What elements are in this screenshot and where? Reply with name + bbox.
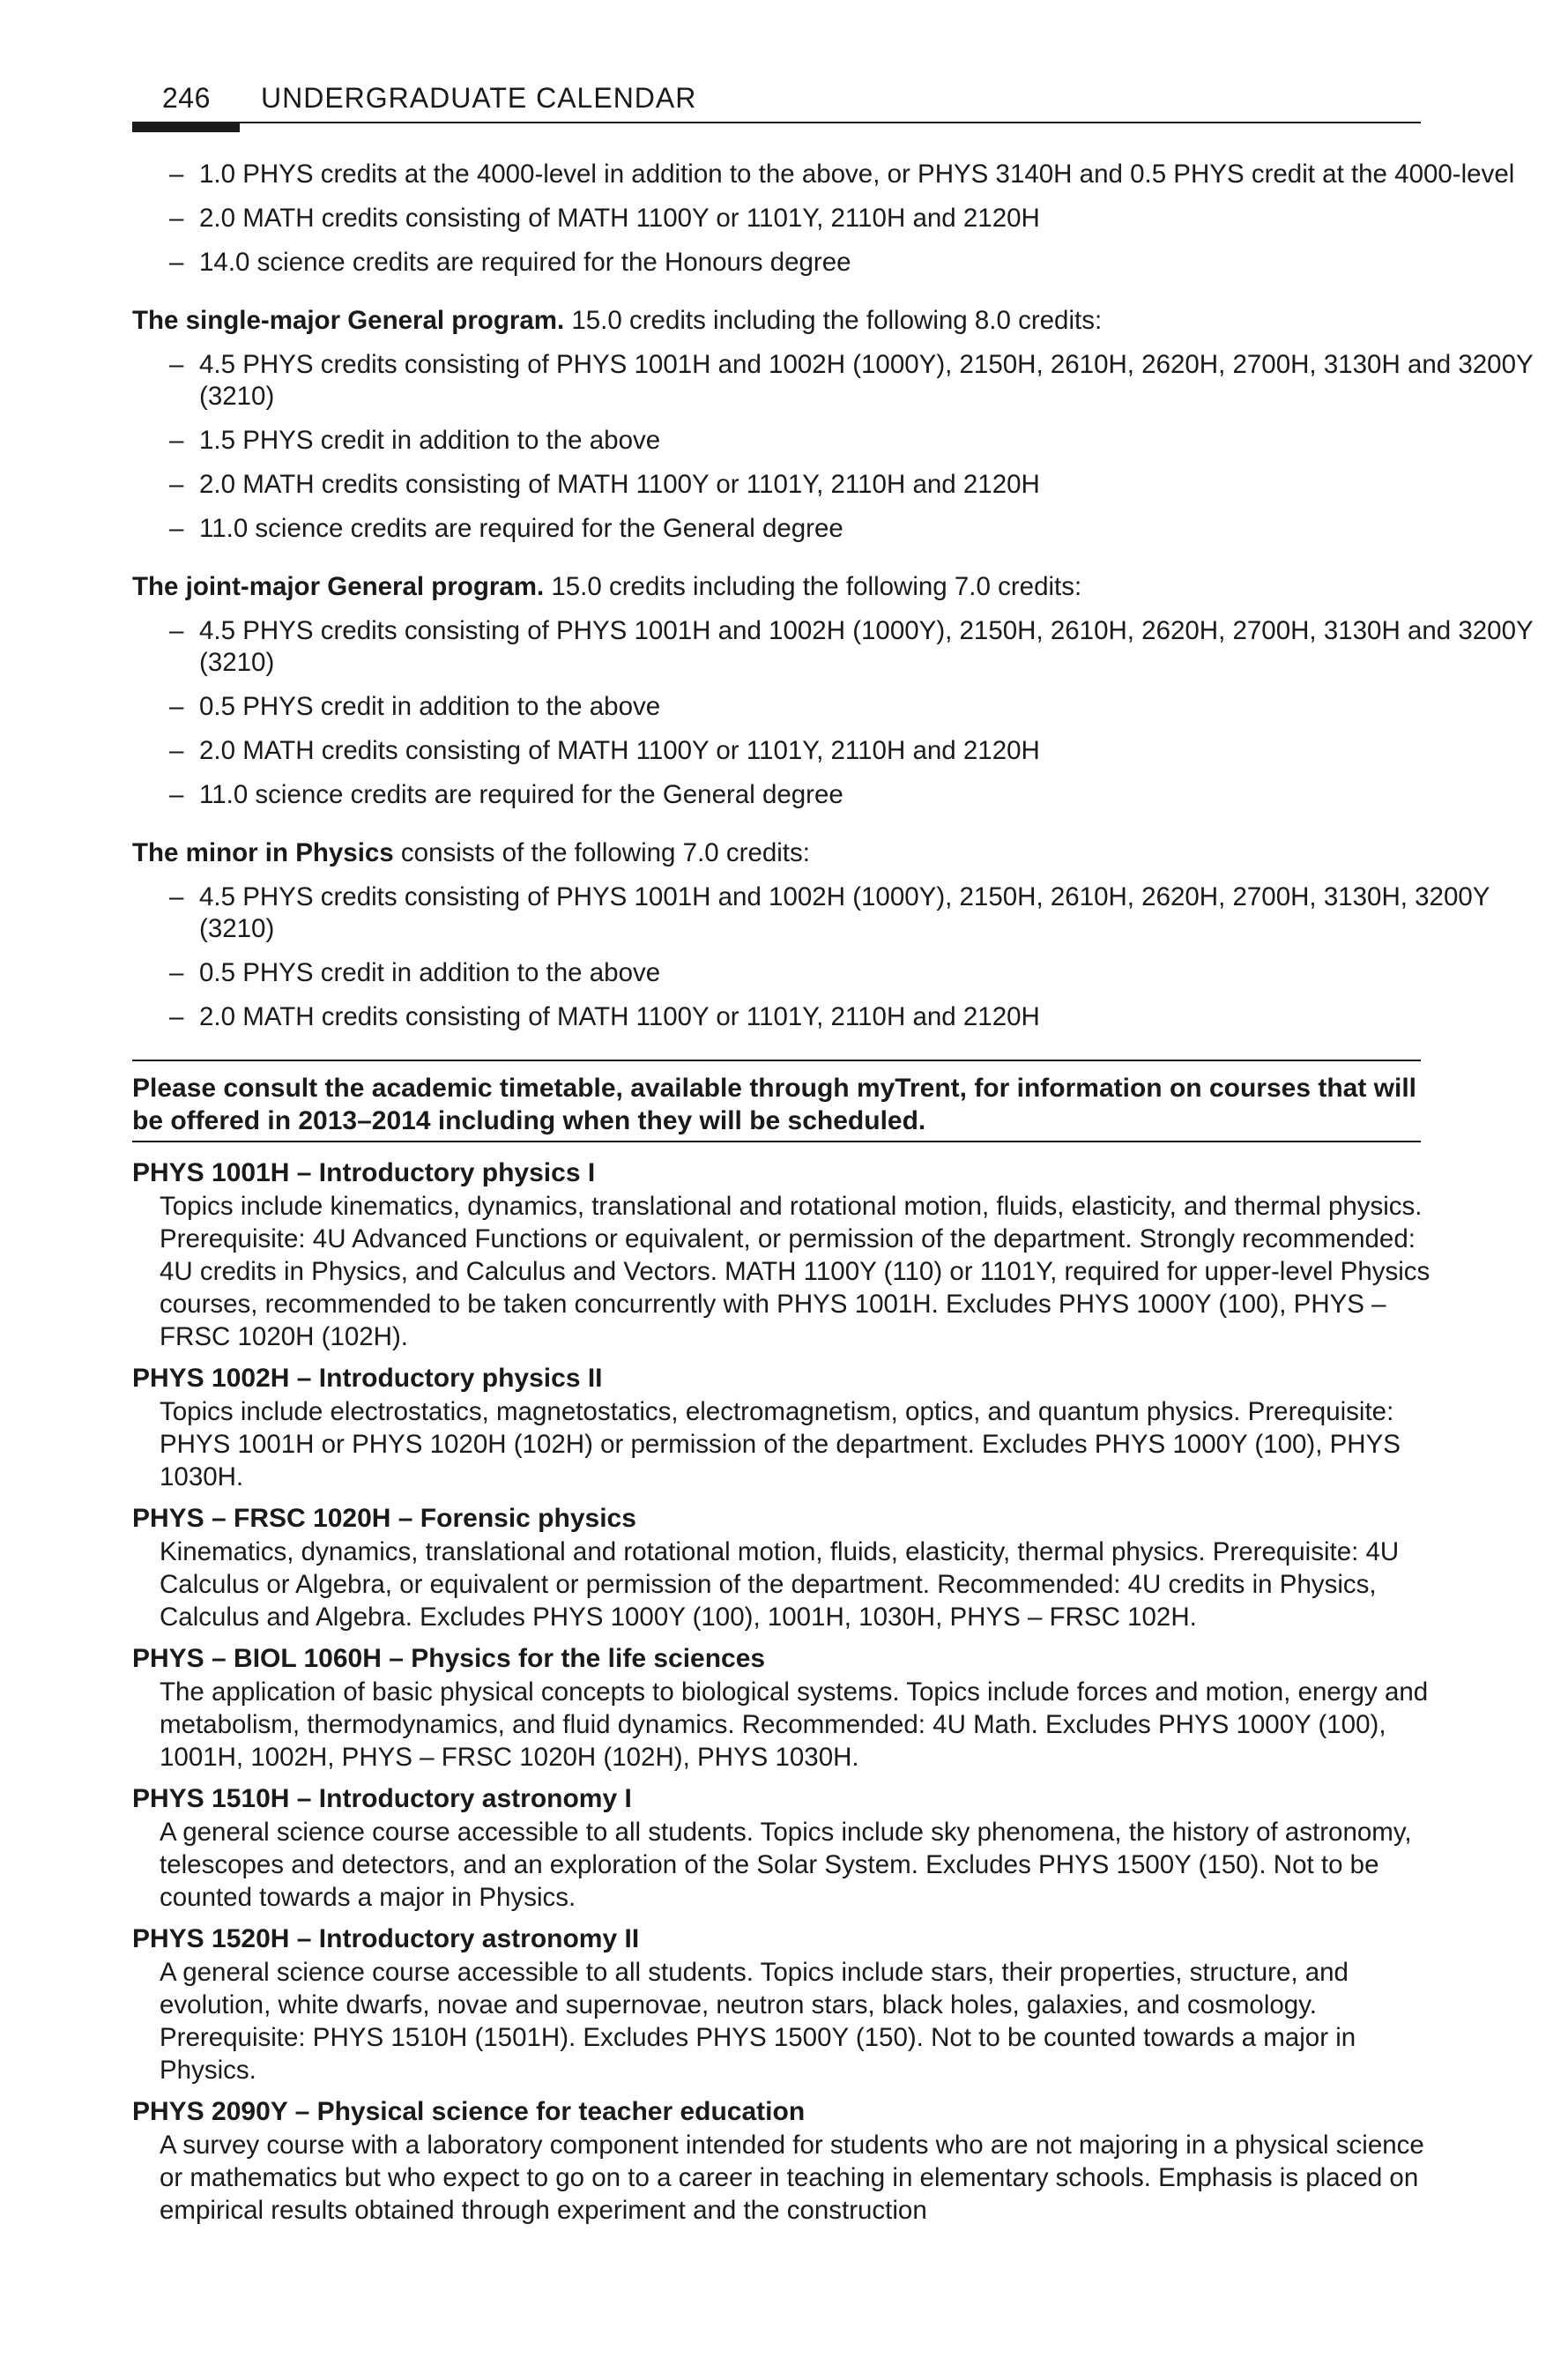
course-entry [132, 2095, 1424, 2227]
dash-bullet: – [169, 514, 184, 543]
course-title: PHYS – FRSC 1020H – Forensic physics [132, 1504, 636, 1533]
course-entry [132, 1157, 1430, 1353]
minor-list [132, 881, 1490, 1033]
list-item: – 1.0 PHYS credits at the 4000-level in addition to the above, or PHYS 3140H and 0.5 PHYS credit at the 4000-level [169, 160, 1515, 189]
dash-bullet: – [169, 248, 184, 277]
course-entry [132, 1923, 1421, 2086]
course-title: PHYS 1520H – Introductory astronomy II [132, 1924, 640, 1953]
list-item: – 2.0 MATH credits consisting of MATH 1100Y or 1101Y, 2110H and 2120H [169, 736, 1040, 765]
course-entry [132, 1502, 1421, 1633]
dash-bullet: – [169, 204, 184, 233]
header-rule [132, 122, 1421, 123]
course-title: PHYS 1001H – Introductory physics I [132, 1158, 596, 1187]
dash-bullet: – [169, 780, 184, 809]
program-heading: The minor in Physics [132, 838, 394, 867]
course-list [132, 1157, 1430, 2227]
program-heading: The joint-major General program. [132, 572, 545, 601]
list-item: – 0.5 PHYS credit in addition to the above [169, 692, 661, 721]
dash-bullet: – [169, 160, 184, 189]
dash-bullet: – [169, 616, 184, 645]
dash-bullet: – [169, 470, 184, 499]
single-major-list [132, 349, 1534, 545]
course-description: Topics include electrostatics, magnetostatics, electromagnetism, optics, and quantum physics. Prerequisite: PHYS 1001H or PHYS 1020H (102H) or permission of the department. Excludes PHYS 1000Y (100), PHYS 1030H. [160, 1397, 1401, 1491]
course-title: PHYS – BIOL 1060H – Physics for the life sciences [132, 1644, 766, 1673]
list-item: – 2.0 MATH credits consisting of MATH 1100Y or 1101Y, 2110H and 2120H [169, 470, 1040, 499]
course-entry [132, 1642, 1429, 1774]
list-item: – 2.0 MATH credits consisting of MATH 1100Y or 1101Y, 2110H and 2120H [169, 204, 1040, 233]
list-item: – 4.5 PHYS credits consisting of PHYS 1001H and 1002H (1000Y), 2150H, 2610H, 2620H, 2700H, 3130H and 3200Y (3210) [169, 350, 1534, 411]
dash-bullet: – [169, 1002, 184, 1031]
course-title: PHYS 2090Y – Physical science for teacher education [132, 2097, 806, 2126]
course-title: PHYS 1002H – Introductory physics II [132, 1364, 603, 1393]
dash-bullet: – [169, 426, 184, 455]
course-entry [132, 1782, 1421, 1914]
list-item: – 11.0 science credits are required for the General degree [169, 780, 843, 809]
dash-bullet: – [169, 882, 184, 911]
program-text: 15.0 credits including the following 8.0 credits: [564, 306, 1103, 335]
page-content [132, 159, 1534, 2227]
header-bar [132, 122, 240, 132]
list-item: – 4.5 PHYS credits consisting of PHYS 1001H and 1002H (1000Y), 2150H, 2610H, 2620H, 2700H, 3130H, 3200Y (3210) [169, 882, 1490, 943]
course-description: Topics include kinematics, dynamics, translational and rotational motion, fluids, elasticity, and thermal physics. Prerequisite: 4U Advanced Functions or equivalent, or permission of the department. Strongly recommended: 4U credits in Physics, and Calculus and Vectors. MATH 1100Y (110) or 1101Y, required for upper-level Physics courses, recommended to be taken concurrently with PHYS 1001H. Excludes PHYS 1000Y (100), PHYS – FRSC 1020H (102H). [160, 1192, 1430, 1351]
honours-requirements-list [132, 159, 1515, 279]
program-text: consists of the following 7.0 credits: [393, 838, 810, 867]
page-header [132, 0, 1421, 132]
course-description: A general science course accessible to all students. Topics include sky phenomena, the history of astronomy, telescopes and detectors, and an exploration of the Solar System. Excludes PHYS 1500Y (150). Not to be counted towards a major in Physics. [160, 1818, 1412, 1912]
dash-bullet: – [169, 350, 184, 379]
list-item: – 1.5 PHYS credit in addition to the above [169, 426, 661, 455]
running-title: UNDERGRADUATE CALENDAR [261, 82, 697, 114]
course-description: A survey course with a laboratory component intended for students who are not majoring in a physical science or mathematics but who expect to go on to a career in teaching in elementary schools. Emphasis is placed on empirical results obtained through experiment and the construction [160, 2131, 1424, 2225]
course-description: A general science course accessible to all students. Topics include stars, their properties, structure, and evolution, white dwarfs, novae and supernovae, neutron stars, black holes, galaxies, and cosmology. Prerequisite: PHYS 1510H (1501H). Excludes PHYS 1500Y (150). Not to be counted towards a major in Physics. [160, 1958, 1356, 2085]
list-item: – 11.0 science credits are required for the General degree [169, 514, 843, 543]
program-text: 15.0 credits including the following 7.0 credits: [544, 572, 1082, 601]
joint-major-program [132, 571, 1421, 603]
minor-program [132, 837, 1421, 869]
program-heading: The single-major General program. [132, 306, 565, 335]
course-description: Kinematics, dynamics, translational and rotational motion, fluids, elasticity, thermal physics. Prerequisite: 4U Calculus or Algebra, or equivalent or permission of the department. Recommended: 4U credits in Physics, Calculus and Algebra. Excludes PHYS 1000Y (100), 1001H, 1030H, PHYS – FRSC 102H. [160, 1537, 1400, 1632]
page-number: 246 [162, 82, 211, 114]
calendar-page [132, 0, 1534, 2227]
single-major-program [132, 305, 1421, 337]
course-description: The application of basic physical concepts to biological systems. Topics include forces and motion, energy and metabolism, thermodynamics, and fluid dynamics. Recommended: 4U Math. Excludes PHYS 1000Y (100), 1001H, 1002H, PHYS – FRSC 1020H (102H), PHYS 1030H. [160, 1677, 1429, 1772]
course-entry [132, 1362, 1421, 1493]
list-item: – 14.0 science credits are required for the Honours degree [169, 248, 851, 277]
list-item: – 4.5 PHYS credits consisting of PHYS 1001H and 1002H (1000Y), 2150H, 2610H, 2620H, 2700H, 3130H and 3200Y (3210) [169, 616, 1534, 677]
course-title: PHYS 1510H – Introductory astronomy I [132, 1784, 632, 1813]
dash-bullet: – [169, 736, 184, 765]
joint-major-list [132, 615, 1534, 811]
list-item: – 0.5 PHYS credit in addition to the above [169, 958, 661, 987]
list-item: – 2.0 MATH credits consisting of MATH 1100Y or 1101Y, 2110H and 2120H [169, 1002, 1040, 1031]
dash-bullet: – [169, 958, 184, 987]
dash-bullet: – [169, 692, 184, 721]
timetable-notice: Please consult the academic timetable, available through myTrent, for information on courses that will be offered in 2013–2014 including when they will be scheduled. [132, 1060, 1421, 1142]
